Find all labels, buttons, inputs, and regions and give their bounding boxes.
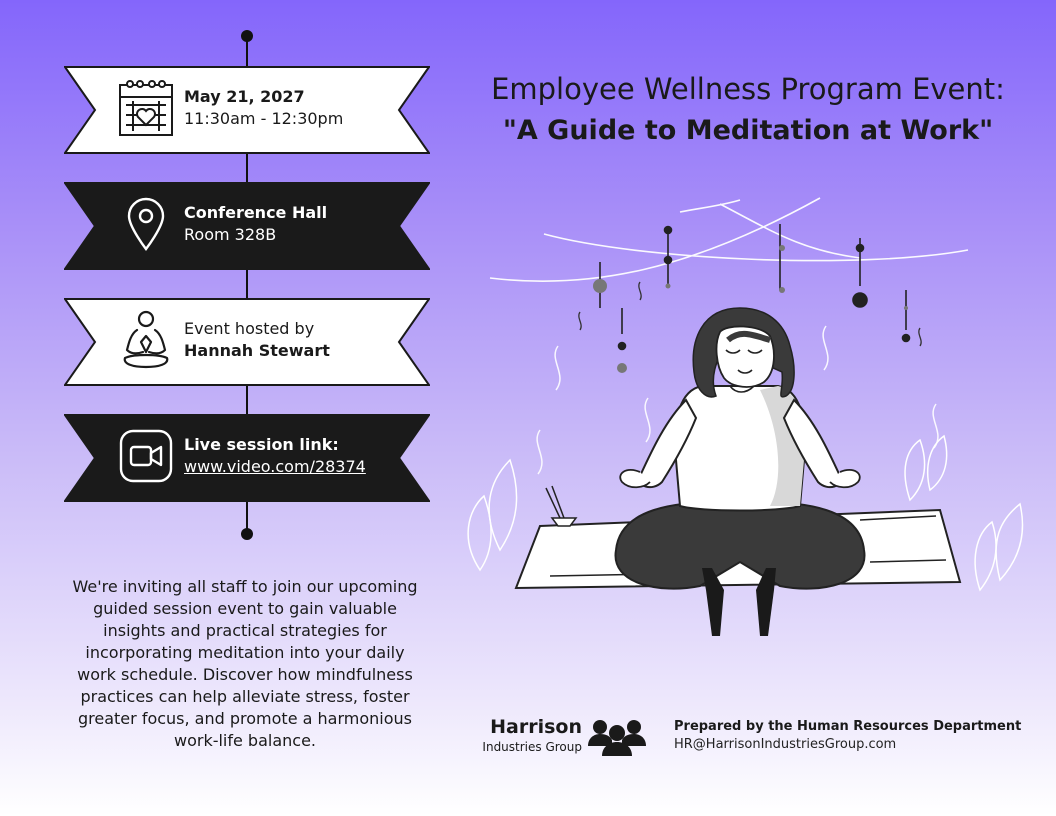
prepared-by: Prepared by the Human Resources Department	[674, 719, 1022, 734]
page-title: Employee Wellness Program Event:	[491, 72, 1005, 106]
meditation-illustration	[440, 190, 1040, 650]
date-ribbon	[64, 66, 430, 154]
people-group-icon	[588, 718, 646, 760]
host-ribbon	[64, 298, 430, 386]
video-camera-icon	[116, 426, 176, 486]
brand-subtitle: Industries Group	[482, 740, 582, 754]
event-venue: Conference Hall	[184, 203, 328, 222]
location-text-block	[184, 202, 327, 246]
host-name: Hannah Stewart	[184, 341, 330, 360]
event-time: 11:30am - 12:30pm	[184, 109, 344, 128]
location-pin-icon	[116, 194, 176, 254]
host-text-block	[184, 318, 330, 362]
link-text-block	[184, 434, 366, 478]
brand-block	[470, 716, 650, 760]
link-label: Live session link:	[184, 435, 339, 454]
prepared-by-block	[674, 718, 1021, 754]
calendar-heart-icon	[116, 78, 176, 138]
timeline-dot-top	[241, 30, 253, 42]
event-date: May 21, 2027	[184, 87, 305, 106]
session-link[interactable]: www.video.com/28374	[184, 457, 366, 476]
date-text-block	[184, 86, 343, 130]
page-subtitle: "A Guide to Meditation at Work"	[502, 115, 994, 146]
link-ribbon	[64, 414, 430, 502]
brand-name: Harrison	[490, 716, 582, 738]
host-label: Event hosted by	[184, 319, 315, 338]
title-block	[470, 70, 1026, 154]
meditation-person-icon	[116, 310, 176, 370]
location-ribbon	[64, 182, 430, 270]
event-description: We're inviting all staff to join our upcoming guided session event to gain valuable insights and practical strategies for incorporating meditation into your daily work schedule. Discover how mindfulness practices can help alleviate stress, foster greater focus, and promote a harmonious work-life balance.	[72, 577, 418, 750]
event-room: Room 328B	[184, 225, 277, 244]
timeline-dot-bottom	[241, 528, 253, 540]
contact-email[interactable]: HR@HarrisonIndustriesGroup.com	[674, 737, 897, 752]
